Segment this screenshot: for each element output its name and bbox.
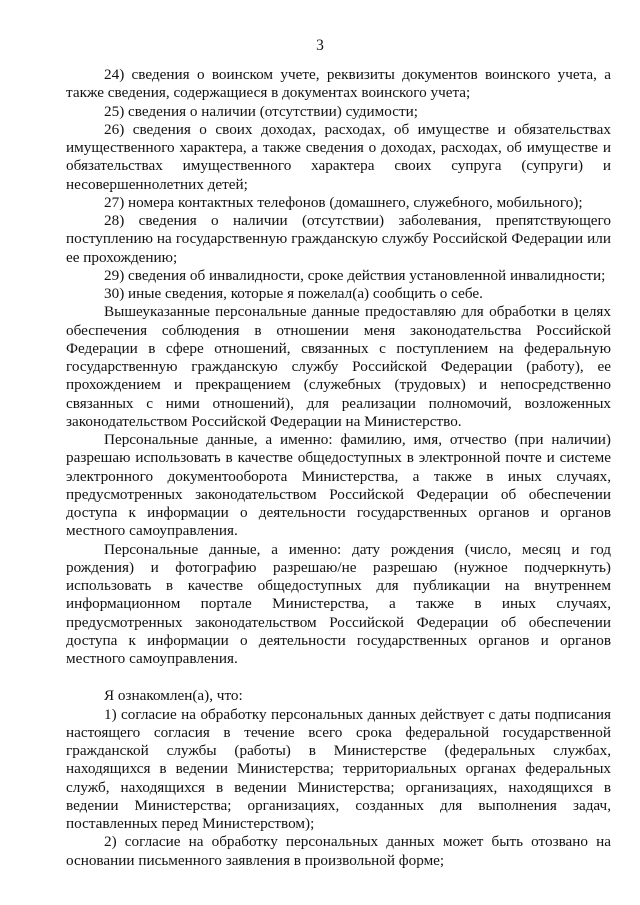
paragraph-public-birthdate-photo: Персональные данные, а именно: дату рождения (число, месяц и год рождения) и фотографию разрешаю/не разрешаю (нужное подчеркнуть) использовать в качестве общедоступных для публикации на внутреннем информационном портале Министерства, а также в иных случаях, предусмотренных законодательством Российской Федерации об обеспечении доступа к информации о деятельности государственных органов и органов местного самоуправления. bbox=[66, 540, 611, 667]
paragraph-purpose: Вышеуказанные персональные данные предоставляю для обработки в целях обеспечения соблюдения в отношении меня законодательства Российской Федерации в сфере отношений, связанных с поступлением на федеральную государственную гражданскую службу Российской Федерации (работу), ее прохождением и прекращением (служебных (трудовых) и непосредственно связанных с ними отношений), для реализации полномочий, возложенных законодательством Российской Федерации на Министерство. bbox=[66, 303, 611, 430]
document-body bbox=[66, 66, 611, 870]
paragraph-ack-item-2: 2) согласие на обработку персональных данных может быть отозвано на основании письменного заявления в произвольной форме; bbox=[66, 833, 611, 869]
page-number: 3 bbox=[316, 37, 324, 54]
paragraph-item-30: 30) иные сведения, которые я пожелал(а) сообщить о себе. bbox=[104, 285, 483, 302]
paragraph-public-name: Персональные данные, а именно: фамилию, имя, отчество (при наличии) разрешаю использовать в качестве общедоступных в электронной почте и системе электронного документооборота Министерства, а также в иных случаях, предусмотренных законодательством Российской Федерации об обеспечении доступа к информации о деятельности государственных органов и органов местного самоуправления. bbox=[66, 431, 611, 540]
paragraph-item-24: 24) сведения о воинском учете, реквизиты документов воинского учета, а также сведения, содержащиеся в документах воинского учета; bbox=[66, 66, 611, 102]
paragraph-ack-item-1: 1) согласие на обработку персональных данных действует с даты подписания настоящего согласия в течение всего срока федеральной государственной гражданской службы (работы) в Министерстве (федеральных службах, находящихся в ведении Министерства; территориальных органах федеральных служб, находящихся в ведении Министерства; организациях, находящихся в ведении Министерства; организациях, созданных для выполнения задач, поставленных перед Министерством); bbox=[66, 705, 611, 832]
paragraph-item-25: 25) сведения о наличии (отсутствии) судимости; bbox=[104, 102, 418, 120]
paragraph-item-29: 29) сведения об инвалидности, сроке действия установленной инвалидности; bbox=[104, 266, 606, 284]
paragraph-item-26: 26) сведения о своих доходах, расходах, об имуществе и обязательствах имущественного характера, а также сведения о доходах, расходах, об имуществе и обязательствах имущественного характера своих супруга (супруги) и несовершеннолетних детей; bbox=[66, 120, 611, 193]
paragraph-item-28: 28) сведения о наличии (отсутствии) заболевания, препятствующего поступлению на государственную гражданскую службу Российской Федерации или ее прохождению; bbox=[66, 212, 611, 266]
paragraph-acknowledgement: Я ознакомлен(а), что: bbox=[104, 687, 243, 705]
paragraph-item-27: 27) номера контактных телефонов (домашнего, служебного, мобильного); bbox=[104, 193, 583, 211]
